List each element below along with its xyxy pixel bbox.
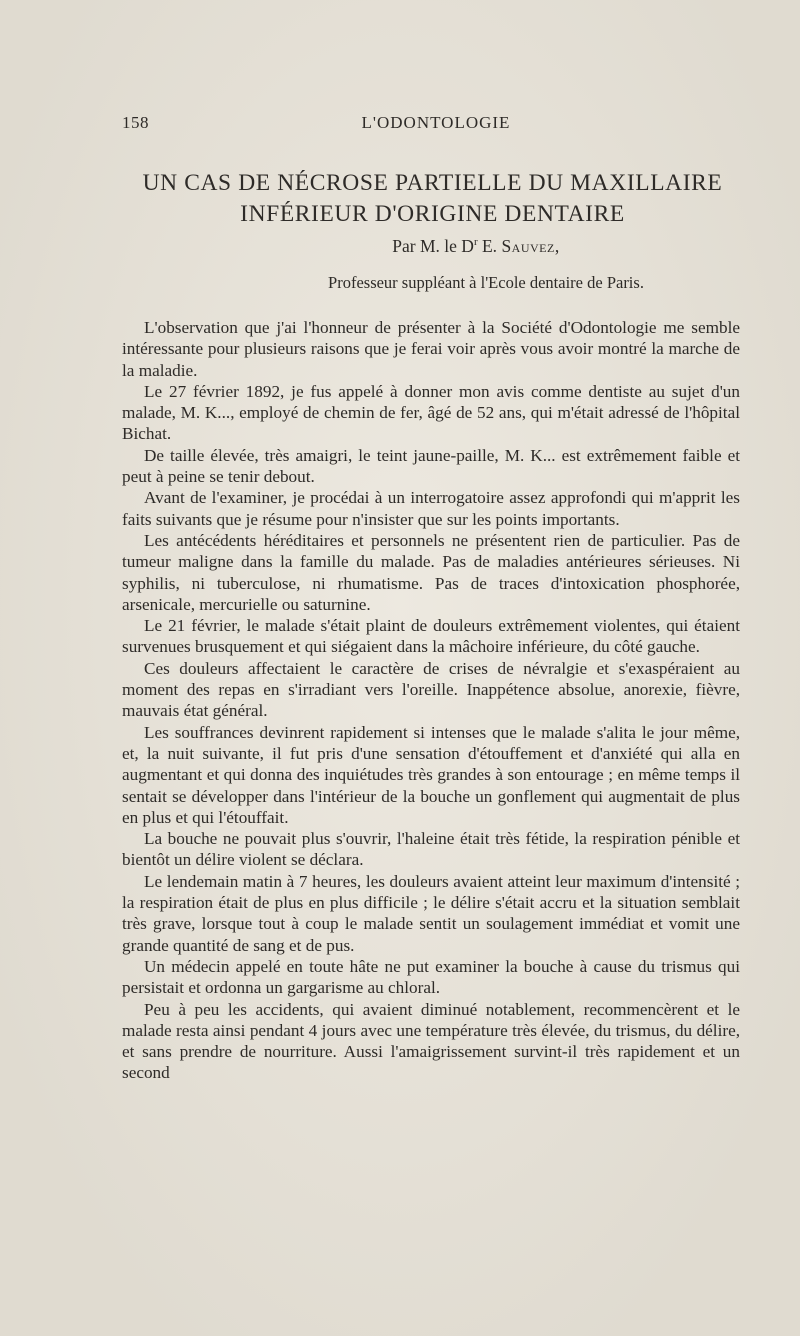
paragraph-8: Les souffrances devinrent rapidement si intenses que le malade s'alita le jour même, et, la nuit suivante, il fut pris d'une sensation d'étouffement et d'anxiété qui alla en augmentant et qui donna des inquiétudes très grandes à son entourage ; en même temps il sentait se développer dans l'intérieur de la bouche un gonflement qui augmentait de plus en plus et qui l'étouffait.: [122, 722, 740, 827]
paragraph-11: Un médecin appelé en toute hâte ne put examiner la bouche à cause du trismus qui persistait et ordonna un gargarisme au chloral.: [122, 956, 740, 998]
paragraph-9: La bouche ne pouvait plus s'ouvrir, l'haleine était très fétide, la respiration pénible et bientôt un délire violent se déclara.: [122, 829, 740, 870]
author-byline: [122, 236, 740, 257]
byline-prefix: Par M. le D: [392, 236, 474, 256]
article-body: [122, 317, 740, 1084]
author-affiliation: Professeur suppléant à l'Ecole dentaire de Paris.: [328, 273, 644, 292]
running-head: [122, 113, 740, 137]
article-title-line-2: INFÉRIEUR D'ORIGINE DENTAIRE: [240, 201, 625, 227]
byline-initial: E.: [477, 236, 502, 256]
paragraph-4: Avant de l'examiner, je procédai à un interrogatoire assez approfondi qui m'apprit les faits suivants que je résume pour n'insister que sur les points importants.: [122, 488, 740, 529]
paragraph-10: Le lendemain matin à 7 heures, les douleurs avaient atteint leur maximum d'intensité ; la respiration était de plus en plus difficile ; le délire s'était accru et la situation semblait très grave, lorsque tout à coup le malade sentit un soulagement immédiat et vomit une grande quantité de sang et de pus.: [122, 871, 740, 955]
paragraph-12: Peu à peu les accidents, qui avaient diminué notablement, recommencèrent et le malade resta ainsi pendant 4 jours avec une température très élevée, du trismus, du délire, et sans prendre de nourriture. Aussi l'amaigrissement survint-il très rapidement et un second: [122, 999, 740, 1083]
paragraph-6: Le 21 février, le malade s'était plaint de douleurs extrêmement violentes, qui étaient survenues brusquement et qui siégaient dans la mâchoire inférieure, du côté gauche.: [122, 616, 740, 657]
page-number: 158: [122, 113, 149, 132]
paragraph-3: De taille élevée, très amaigri, le teint jaune-paille, M. K... est extrêmement faible et peut à peine se tenir debout.: [122, 445, 740, 487]
article-title-line-1: UN CAS DE NÉCROSE PARTIELLE DU MAXILLAIRE: [142, 170, 723, 196]
author-name: Sauvez,: [501, 236, 560, 256]
byline-title-sup: r: [473, 236, 478, 249]
paragraph-2: Le 27 février 1892, je fus appelé à donner mon avis comme dentiste au sujet d'un malade, M. K..., employé de chemin de fer, âgé de 52 ans, qui m'était adressé de l'hôpital Bichat.: [122, 381, 740, 444]
paragraph-1: L'observation que j'ai l'honneur de présenter à la Société d'Odontologie me semble intéressante pour plusieurs raisons que je ferai voir après vous avoir montré la marche de la maladie.: [122, 318, 740, 380]
paragraph-7: Ces douleurs affectaient le caractère de crises de névralgie et s'exaspéraient au moment des repas en s'irradiant vers l'oreille. Inappétence absolue, anorexie, fièvre, mauvais état général.: [122, 658, 740, 721]
paragraph-5: Les antécédents héréditaires et personnels ne présentent rien de particulier. Pas de tumeur maligne dans la famille du malade. Pas de maladies antérieures sérieuses. Ni syphilis, ni tuberculose, ni rhumatisme. Pas de traces d'intoxication phosphorée, arsenicale, mercurielle ou saturnine.: [122, 530, 740, 614]
journal-title: L'ODONTOLOGIE: [361, 113, 511, 132]
article-title: [110, 168, 755, 230]
